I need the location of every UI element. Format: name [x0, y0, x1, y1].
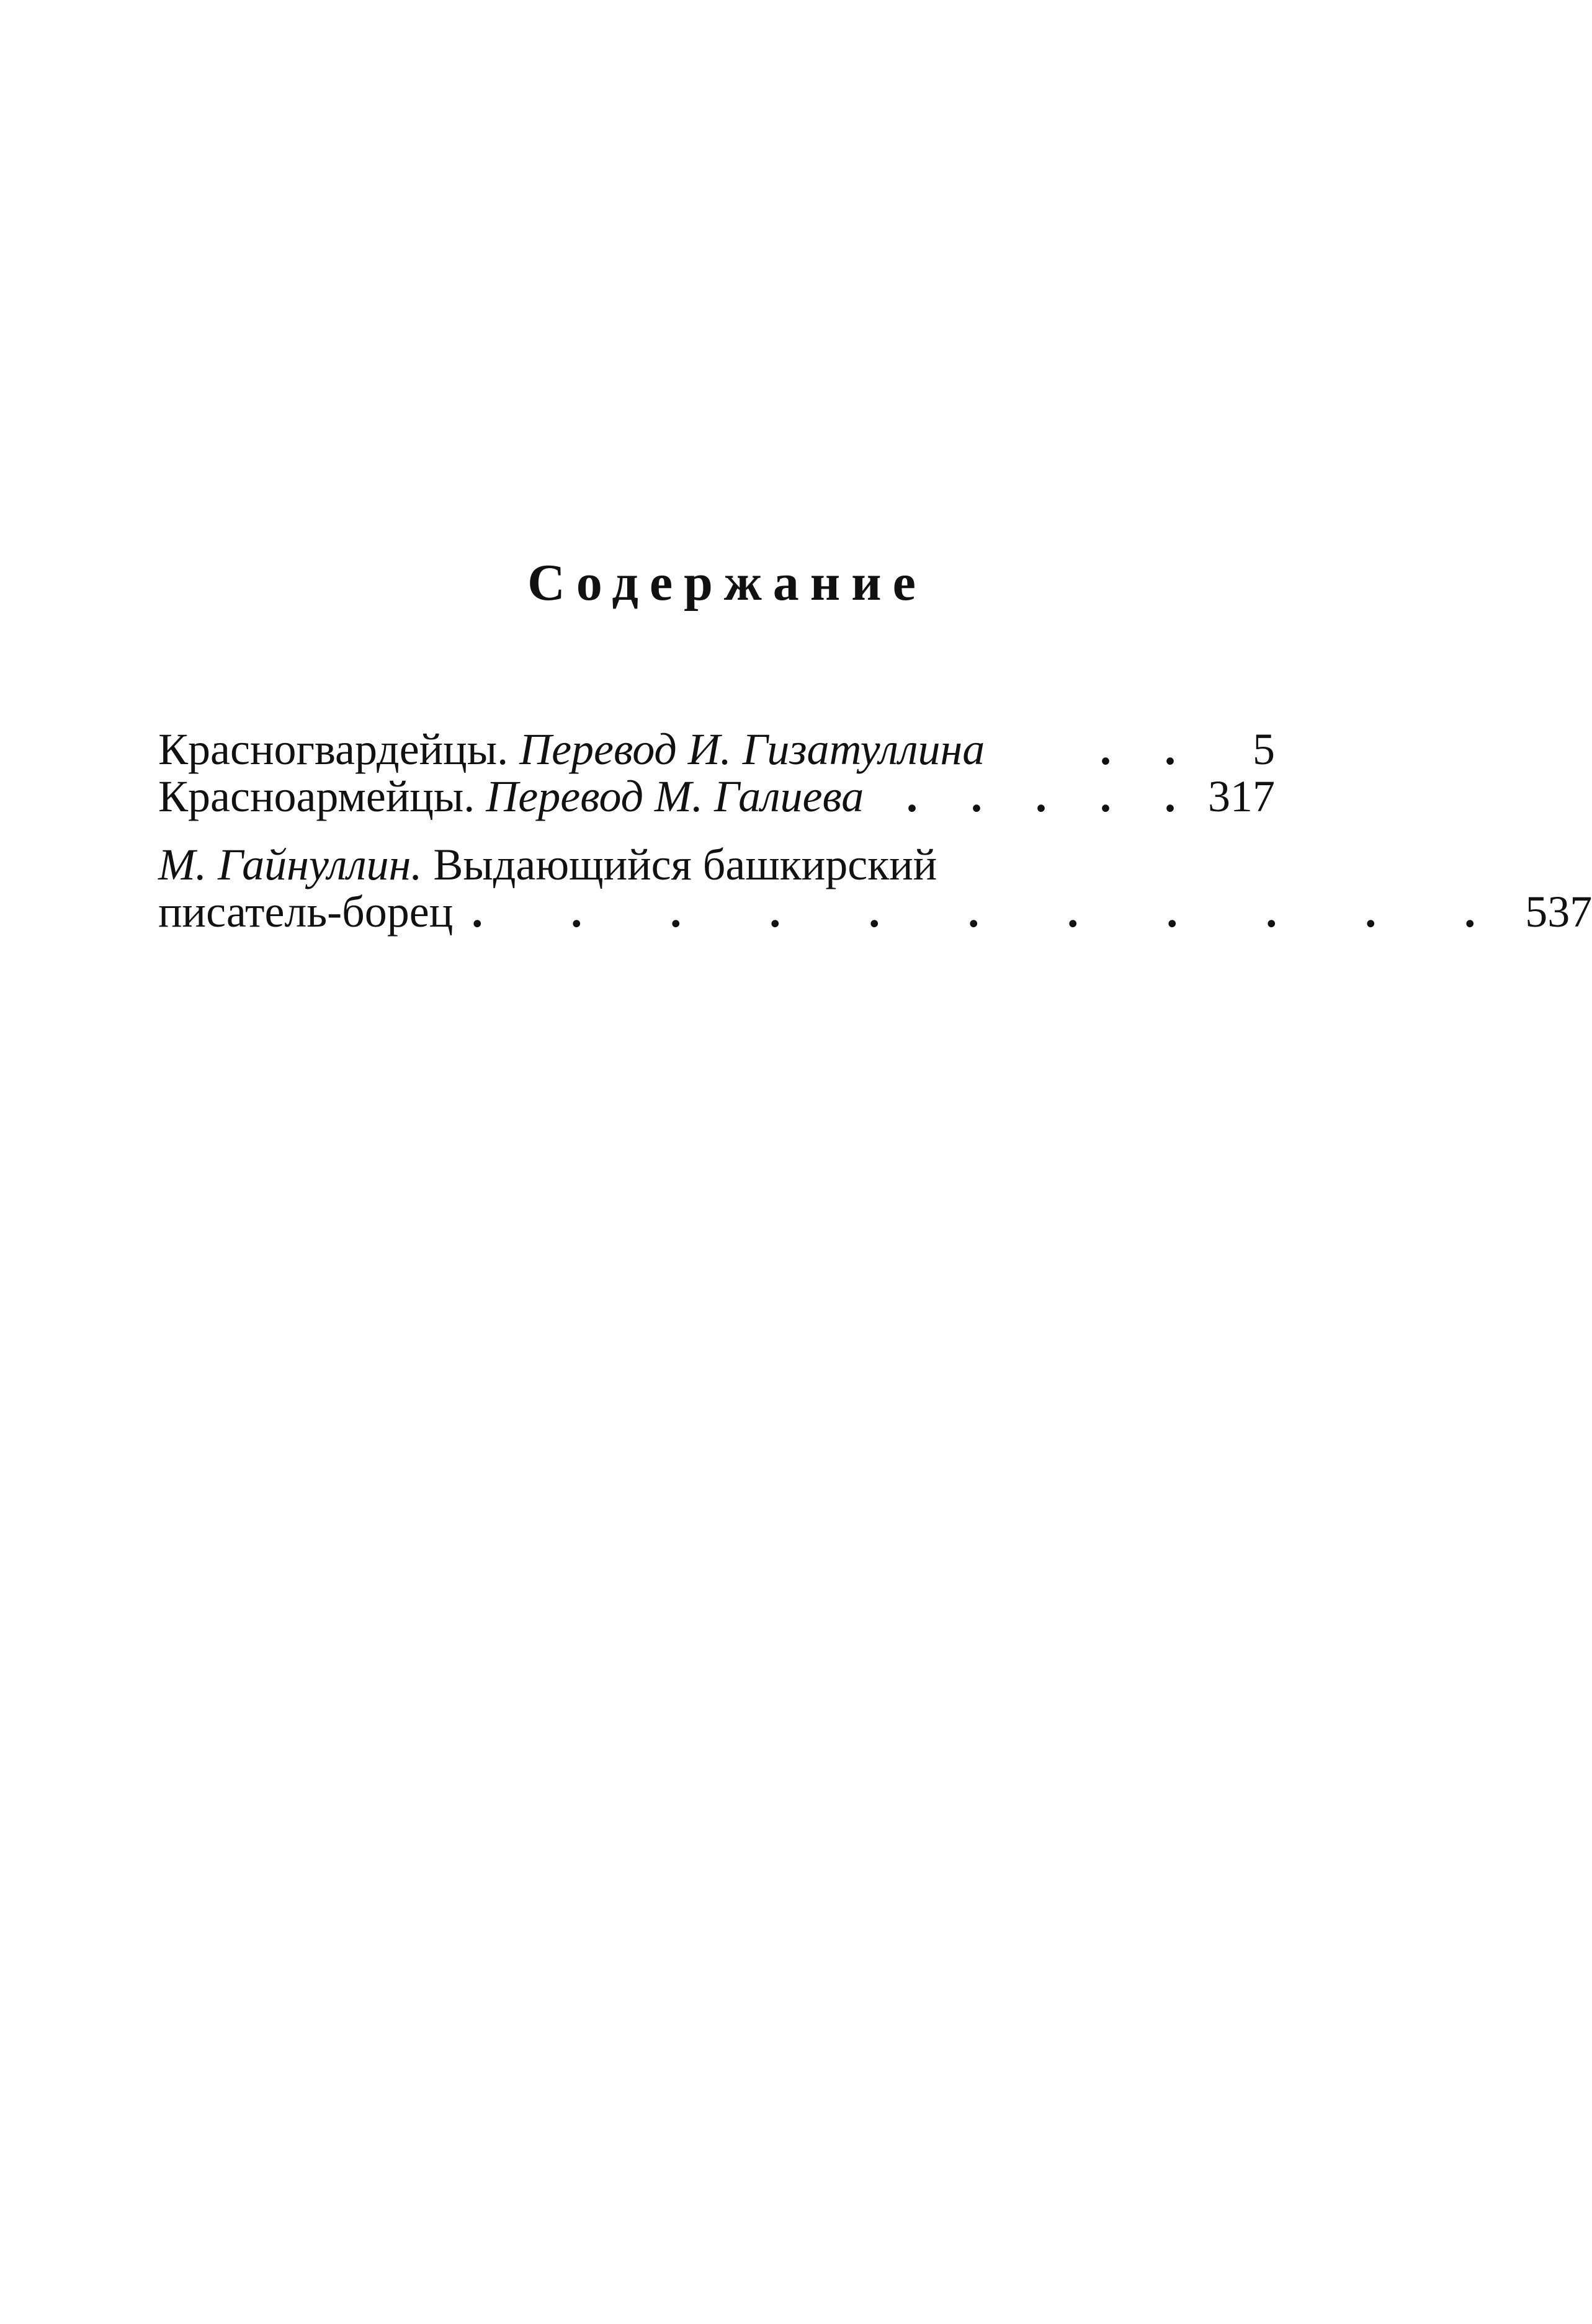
toc-entry[interactable]	[158, 773, 1275, 820]
page-title: Содержание	[527, 554, 927, 612]
page-number: 317	[1208, 772, 1275, 821]
toc-entry-translator: Перевод И. Гизатуллина	[519, 724, 985, 774]
dot-leader: . . . . .	[906, 772, 1197, 821]
toc-entry-second-line[interactable]	[158, 887, 1592, 937]
dot-leader: . .	[1100, 724, 1197, 774]
toc-entry-author: М. Гайнуллин.	[158, 840, 423, 889]
toc-entry-text	[158, 726, 985, 773]
table-of-contents	[158, 724, 1592, 937]
toc-entry-translator: Перевод М. Галиева	[486, 772, 864, 821]
toc-entry-title: Красногвардейцы.	[158, 724, 509, 774]
toc-entry-first-line[interactable]	[158, 841, 1275, 888]
toc-entry-title: Выдающийся башкирский	[433, 840, 937, 889]
toc-entry-text	[158, 841, 937, 888]
page-number: 537	[1525, 887, 1592, 937]
toc-entry-title: Красноармейцы.	[158, 772, 475, 821]
page-number: 5	[1253, 724, 1275, 774]
dot-leader: . . . . . . . . . . .	[472, 887, 1514, 937]
toc-entry-title-continued: писатель-борец	[158, 887, 454, 937]
toc-entry[interactable]	[158, 726, 1275, 773]
toc-entry-text	[158, 773, 864, 820]
